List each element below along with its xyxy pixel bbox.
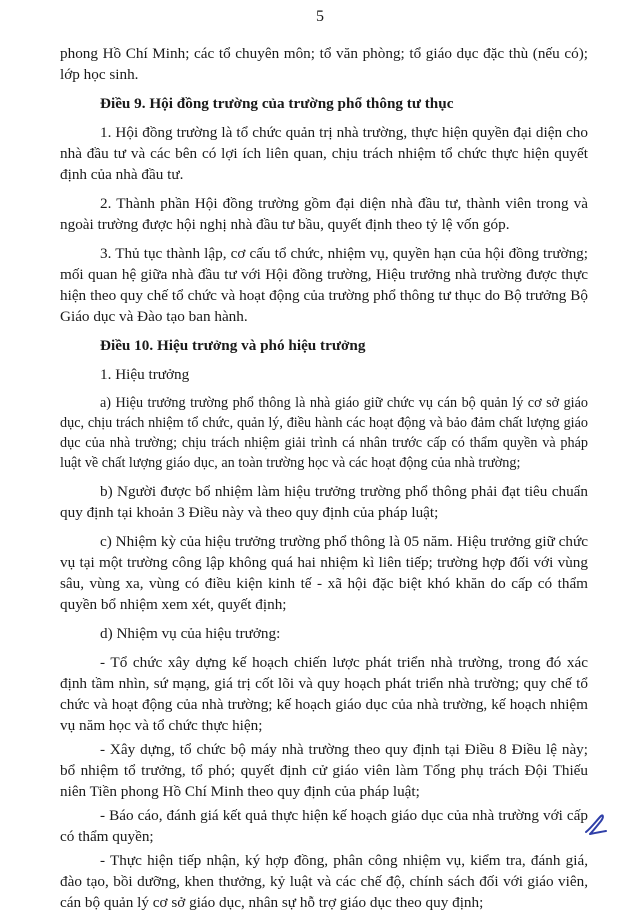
article-9-clause-1: 1. Hội đồng trường là tổ chức quản trị nhà trường, thực hiện quyền đại diện cho nhà đầu tư và các bên có lợi ích liên quan, chịu trách nhiệm tổ chức thực hiện quyết định của nhà đầu tư. xyxy=(60,124,588,183)
document-body xyxy=(60,43,588,916)
article-10-section-1: 1. Hiệu trưởng xyxy=(100,366,190,383)
article-10-heading: Điều 10. Hiệu trưởng và phó hiệu trưởng xyxy=(100,337,366,354)
page-number: 5 xyxy=(316,8,324,25)
article-10-duty-4: - Thực hiện tiếp nhận, ký hợp đồng, phân công nhiệm vụ, kiểm tra, đánh giá, đào tạo, bồi dưỡng, khen thưởng, kỷ luật và các chế độ, chính sách đối với giáo viên, cán bộ quản lý cơ sở giáo dục, nhân sự hỗ trợ giáo dục theo quy định; xyxy=(60,852,588,911)
article-10-point-c: c) Nhiệm kỳ của hiệu trưởng trường phổ thông là 05 năm. Hiệu trưởng giữ chức vụ tại một trường công lập không quá hai nhiệm kì liên tiếp; trường hợp đối với vùng sâu, vùng xa, vùng có điều kiện kinh tế - xã hội đặc biệt khó khăn do cấp có thẩm quyền bổ nhiệm xem xét, quyết định; xyxy=(60,533,588,613)
article-9-heading: Điều 9. Hội đồng trường của trường phổ thông tư thục xyxy=(100,95,454,112)
article-10-point-d: d) Nhiệm vụ của hiệu trưởng: xyxy=(100,625,281,642)
article-10-duty-2: - Xây dựng, tổ chức bộ máy nhà trường theo quy định tại Điều 8 Điều lệ này; bổ nhiệm tổ trưởng, tổ phó; quyết định cử giáo viên làm Tổng phụ trách Đội Thiếu niên Tiền phong Hồ Chí Minh theo quy định của pháp luật; xyxy=(60,741,588,800)
paragraph-continuation: phong Hồ Chí Minh; các tổ chuyên môn; tổ văn phòng; tổ giáo dục đặc thù (nếu có); lớp học sinh. xyxy=(60,45,588,83)
article-10-point-b: b) Người được bổ nhiệm làm hiệu trưởng trường phổ thông phải đạt tiêu chuẩn quy định tại khoản 3 Điều này và theo quy định của pháp luật; xyxy=(60,483,588,521)
article-10-duty-1: - Tổ chức xây dựng kế hoạch chiến lược phát triển nhà trường, trong đó xác định tầm nhìn, sứ mạng, giá trị cốt lõi và quy hoạch phát triển nhà trường; quy chế tổ chức và hoạt động của nhà trường; kế hoạch giáo dục của nhà trường, kế hoạch nhiệm vụ năm học và tổ chức thực hiện; xyxy=(60,654,588,734)
article-10-duty-3: - Báo cáo, đánh giá kết quả thực hiện kế hoạch giáo dục của nhà trường với cấp có thẩm quyền; xyxy=(60,807,588,845)
article-9-clause-2: 2. Thành phần Hội đồng trường gồm đại diện nhà đầu tư, thành viên trong và ngoài trường được hội nghị nhà đầu tư bầu, quyết định theo tỷ lệ vốn góp. xyxy=(60,195,588,233)
article-9-clause-3: 3. Thủ tục thành lập, cơ cấu tổ chức, nhiệm vụ, quyền hạn của hội đồng trường; mối quan hệ giữa nhà đầu tư với Hội đồng trường, Hiệu trưởng nhà trường được thực hiện theo quy chế tổ chức và hoạt động của trường phổ thông tư thục do Bộ trưởng Bộ Giáo dục và Đào tạo ban hành. xyxy=(60,245,588,325)
handwritten-initial-mark xyxy=(583,812,609,838)
article-10-point-a: a) Hiệu trưởng trường phổ thông là nhà giáo giữ chức vụ cán bộ quản lý cơ sở giáo dục, chịu trách nhiệm tổ chức, quản lý, điều hành các hoạt động và bảo đảm chất lượng giáo dục của nhà trường; chịu trách nhiệm giải trình cá nhân trước cấp có thẩm quyền và pháp luật về chất lượng giáo dục, an toàn trường học và các hoạt động của nhà trường; xyxy=(60,395,588,471)
